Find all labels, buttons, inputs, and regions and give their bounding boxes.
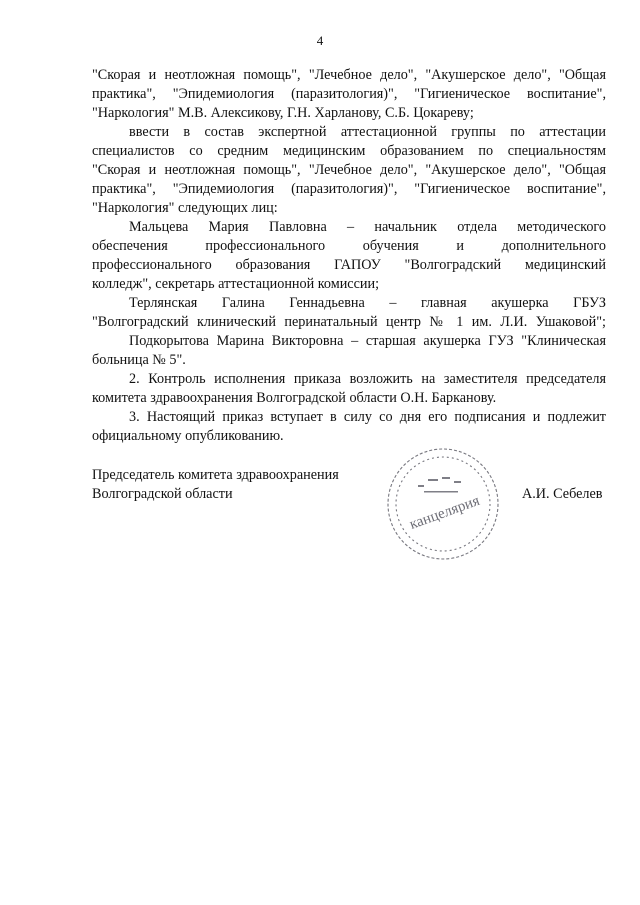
text-line: комитета здравоохранения Волгоградской области О.Н. Барканову. <box>92 390 497 406</box>
text-line: обеспечения профессионального обучения и дополнительного <box>92 238 606 254</box>
text-line: профессионального образования ГАПОУ "Волгоградский медицинский <box>92 257 606 273</box>
text-line: "Волгоградский клинический перинатальный центр № 1 им. Л.И. Ушаковой"; <box>92 314 606 330</box>
text-line: 2. Контроль исполнения приказа возложить на заместителя председателя <box>129 371 606 387</box>
text-line: практика", "Эпидемиология (паразитология)", "Гигиеническое воспитание", <box>92 181 606 197</box>
text-line: ввести в состав экспертной аттестационной группы по аттестации <box>129 124 606 140</box>
text-line: Мальцева Мария Павловна – начальник отдела методического <box>129 219 606 235</box>
text-line: официальному опубликованию. <box>92 428 284 444</box>
page-number: 4 <box>316 33 324 48</box>
text-line: "Наркология" следующих лиц: <box>92 200 278 216</box>
text-line: колледж", секретарь аттестационной комиссии; <box>92 276 380 292</box>
text-line: Подкорытова Марина Викторовна – старшая акушерка ГУЗ "Клиническая <box>129 333 606 349</box>
stamp-text: канцелярия <box>407 492 482 533</box>
text-line: 3. Настоящий приказ вступает в силу со дня его подписания и подлежит <box>129 409 606 425</box>
text-line: Терлянская Галина Геннадьевна – главная акушерка ГБУЗ <box>129 295 606 311</box>
text-line: "Наркология" М.В. Алексикову, Г.Н. Харланову, С.Б. Цокареву; <box>92 105 474 121</box>
signatory-position: Председатель комитета здравоохранения <box>92 467 339 483</box>
signatory-name: А.И. Себелев <box>522 486 603 502</box>
text-line: специалистов со средним медицинским образованием по специальностям <box>92 143 606 159</box>
signatory-region: Волгоградской области <box>92 486 233 502</box>
text-line: "Скорая и неотложная помощь", "Лечебное дело", "Акушерское дело", "Общая <box>92 162 606 178</box>
stamp-seal <box>384 445 502 563</box>
text-line: "Скорая и неотложная помощь", "Лечебное дело", "Акушерское дело", "Общая <box>92 67 606 83</box>
text-line: больница № 5". <box>92 352 186 368</box>
text-line: практика", "Эпидемиология (паразитология)", "Гигиеническое воспитание", <box>92 86 606 102</box>
